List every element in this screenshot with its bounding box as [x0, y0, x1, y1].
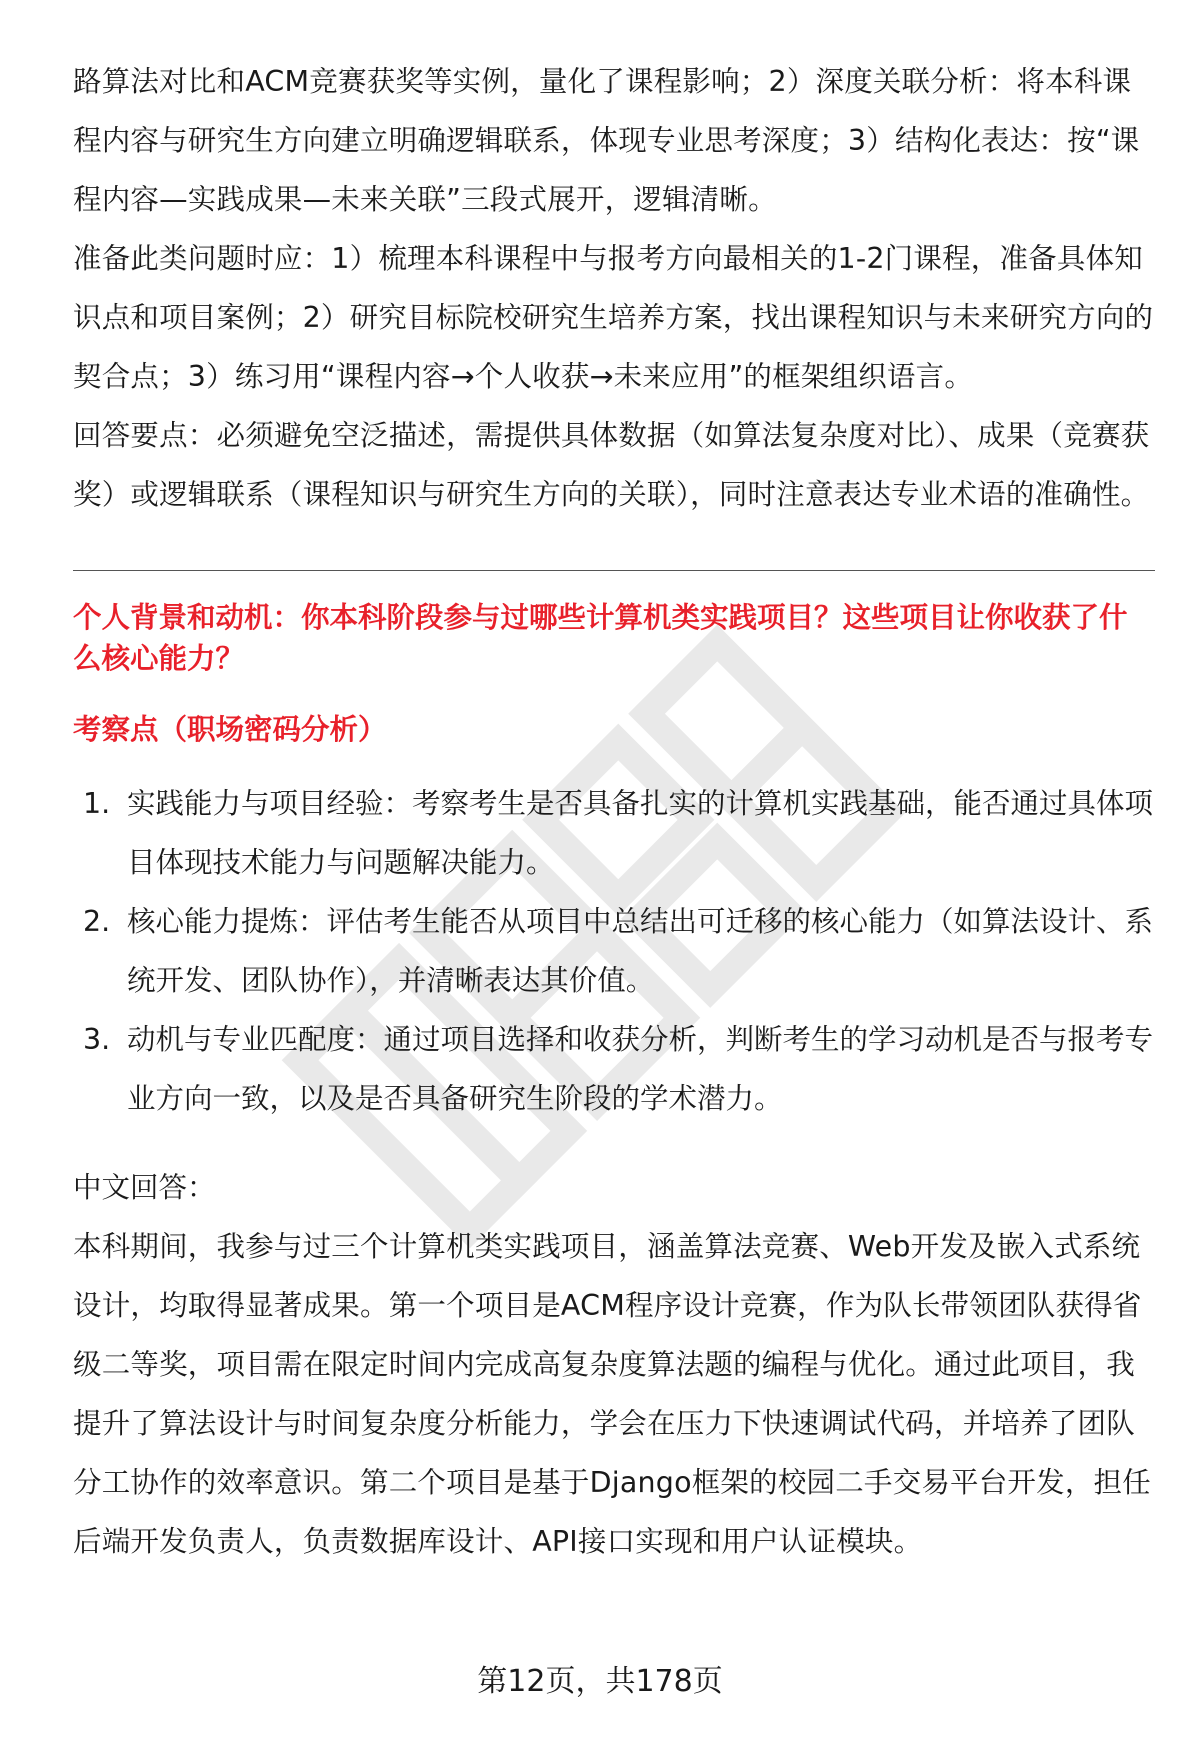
focus-point-number: 2.: [83, 905, 111, 938]
focus-point-number: 1.: [83, 787, 111, 820]
answer-paragraph: 本科期间，我参与过三个计算机类实践项目，涵盖算法竞赛、Web开发及嵌入式系统设计，均取得显著成果。第一个项目是ACM程序设计竞赛，作为队长带领团队获得省级二等奖，项目需在限定时间内完成高复杂度算法题的编程与优化。通过此项目，我提升了算法设计与时间复杂度分析能力，学会在压力下快速调试代码，并培养了团队分工协作的效率意识。第二个项目是基于Django框架的校园二手交易平台开发，担任后端开发负责人，负责数据库设计、API接口实现和用户认证模块。: [73, 1230, 1151, 1558]
focus-heading: 考察点（职场密码分析）: [73, 713, 387, 746]
section-divider: [73, 570, 1155, 571]
continuation-paragraph: 路算法对比和ACM竞赛获奖等实例，量化了课程影响；2）深度关联分析：将本科课程内容与研究生方向建立明确逻辑联系，体现专业思考深度；3）结构化表达：按“课程内容—实践成果—未来关联”三段式展开，逻辑清晰。: [73, 65, 1140, 216]
answer-label: 中文回答：: [73, 1171, 216, 1204]
preparation-paragraph: 准备此类问题时应：1）梳理本科课程中与报考方向最相关的1-2门课程，准备具体知识点和项目案例；2）研究目标院校研究生培养方案，找出课程知识与未来研究方向的契合点；3）练习用“课程内容→个人收获→未来应用”的框架组织语言。: [73, 242, 1154, 393]
key-points-paragraph: 回答要点：必须避免空泛描述，需提供具体数据（如算法复杂度对比）、成果（竞赛获奖）或逻辑联系（课程知识与研究生方向的关联），同时注意表达专业术语的准确性。: [73, 419, 1150, 511]
focus-point-number: 3.: [83, 1023, 111, 1056]
page-footer: 第12页，共178页: [477, 1664, 723, 1699]
focus-point: [73, 1010, 1155, 1128]
focus-point: [73, 892, 1155, 1010]
focus-point: [73, 774, 1155, 892]
focus-point-text: 实践能力与项目经验：考察考生是否具备扎实的计算机实践基础，能否通过具体项目体现技术能力与问题解决能力。: [127, 787, 1154, 879]
page-content: [73, 52, 1155, 1571]
focus-point-text: 核心能力提炼：评估考生能否从项目中总结出可迁移的核心能力（如算法设计、系统开发、团队协作），并清晰表达其价值。: [127, 905, 1154, 997]
focus-point-text: 动机与专业匹配度：通过项目选择和收获分析，判断考生的学习动机是否与报考专业方向一致，以及是否具备研究生阶段的学术潜力。: [127, 1023, 1154, 1115]
question-title: 个人背景和动机：你本科阶段参与过哪些计算机类实践项目？这些项目让你收获了什么核心能力？: [73, 601, 1128, 675]
focus-points-list: [73, 774, 1155, 1128]
